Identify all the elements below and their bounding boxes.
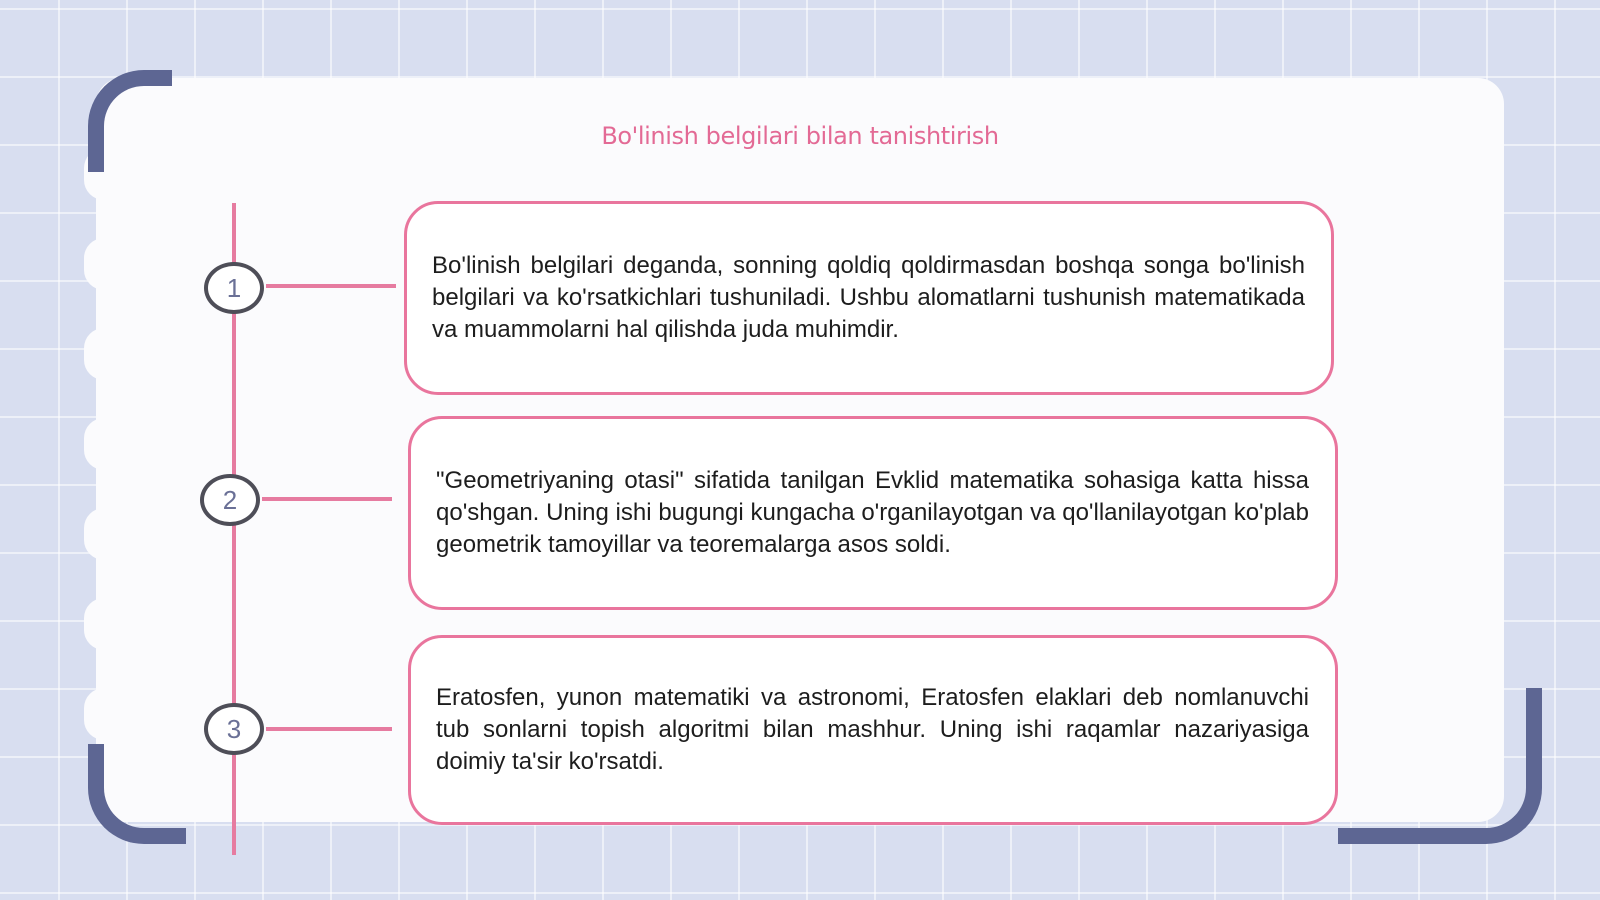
timeline-number-2: 2 — [200, 474, 260, 526]
timeline-connector-3 — [266, 727, 392, 731]
corner-bracket-bottom-right — [1338, 688, 1542, 844]
corner-bracket-top-left — [88, 70, 172, 172]
page-scallop — [84, 418, 124, 470]
page-scallop — [84, 508, 124, 560]
info-box-2 — [408, 416, 1338, 610]
page-scallop — [84, 598, 124, 650]
info-text-3: Eratosfen, yunon matematiki va astronomi, Eratosfen elaklari deb nomlanuvchi tub sonlarni topish algoritmi bilan mashhur. Uning ishi raqamlar nazariyasiga doimiy ta'sir ko'rsatdi. — [436, 684, 1309, 775]
timeline-connector-1 — [266, 284, 396, 288]
info-text-2: "Geometriyaning otasi" sifatida tanilgan Evklid matematika sohasiga katta hissa qo'shgan. Uning ishi bugungi kungacha o'rganilayotgan va qo'llanilayotgan ko'plab geometrik tamoyillar va teoremalarga asos soldi. — [436, 467, 1309, 558]
page-scallop — [84, 328, 124, 380]
timeline-number-3: 3 — [204, 703, 264, 755]
info-text-1: Bo'linish belgilari deganda, sonning qoldiq qoldirmasdan boshqa songa bo'linish belgilari va ko'rsatkichlari tushuniladi. Ushbu alomatlarni tushunish matematikada va muammolarni hal qilishda juda muhimdir. — [432, 252, 1305, 343]
info-box-3 — [408, 635, 1338, 825]
page-scallop — [84, 688, 124, 740]
info-box-1 — [404, 201, 1334, 395]
slide-title: Bo'linish belgilari bilan tanishtirish — [601, 122, 999, 150]
timeline-number-1: 1 — [204, 262, 264, 314]
corner-bracket-bottom-left — [88, 744, 186, 844]
page-scallop — [84, 238, 124, 290]
timeline-connector-2 — [262, 497, 392, 501]
